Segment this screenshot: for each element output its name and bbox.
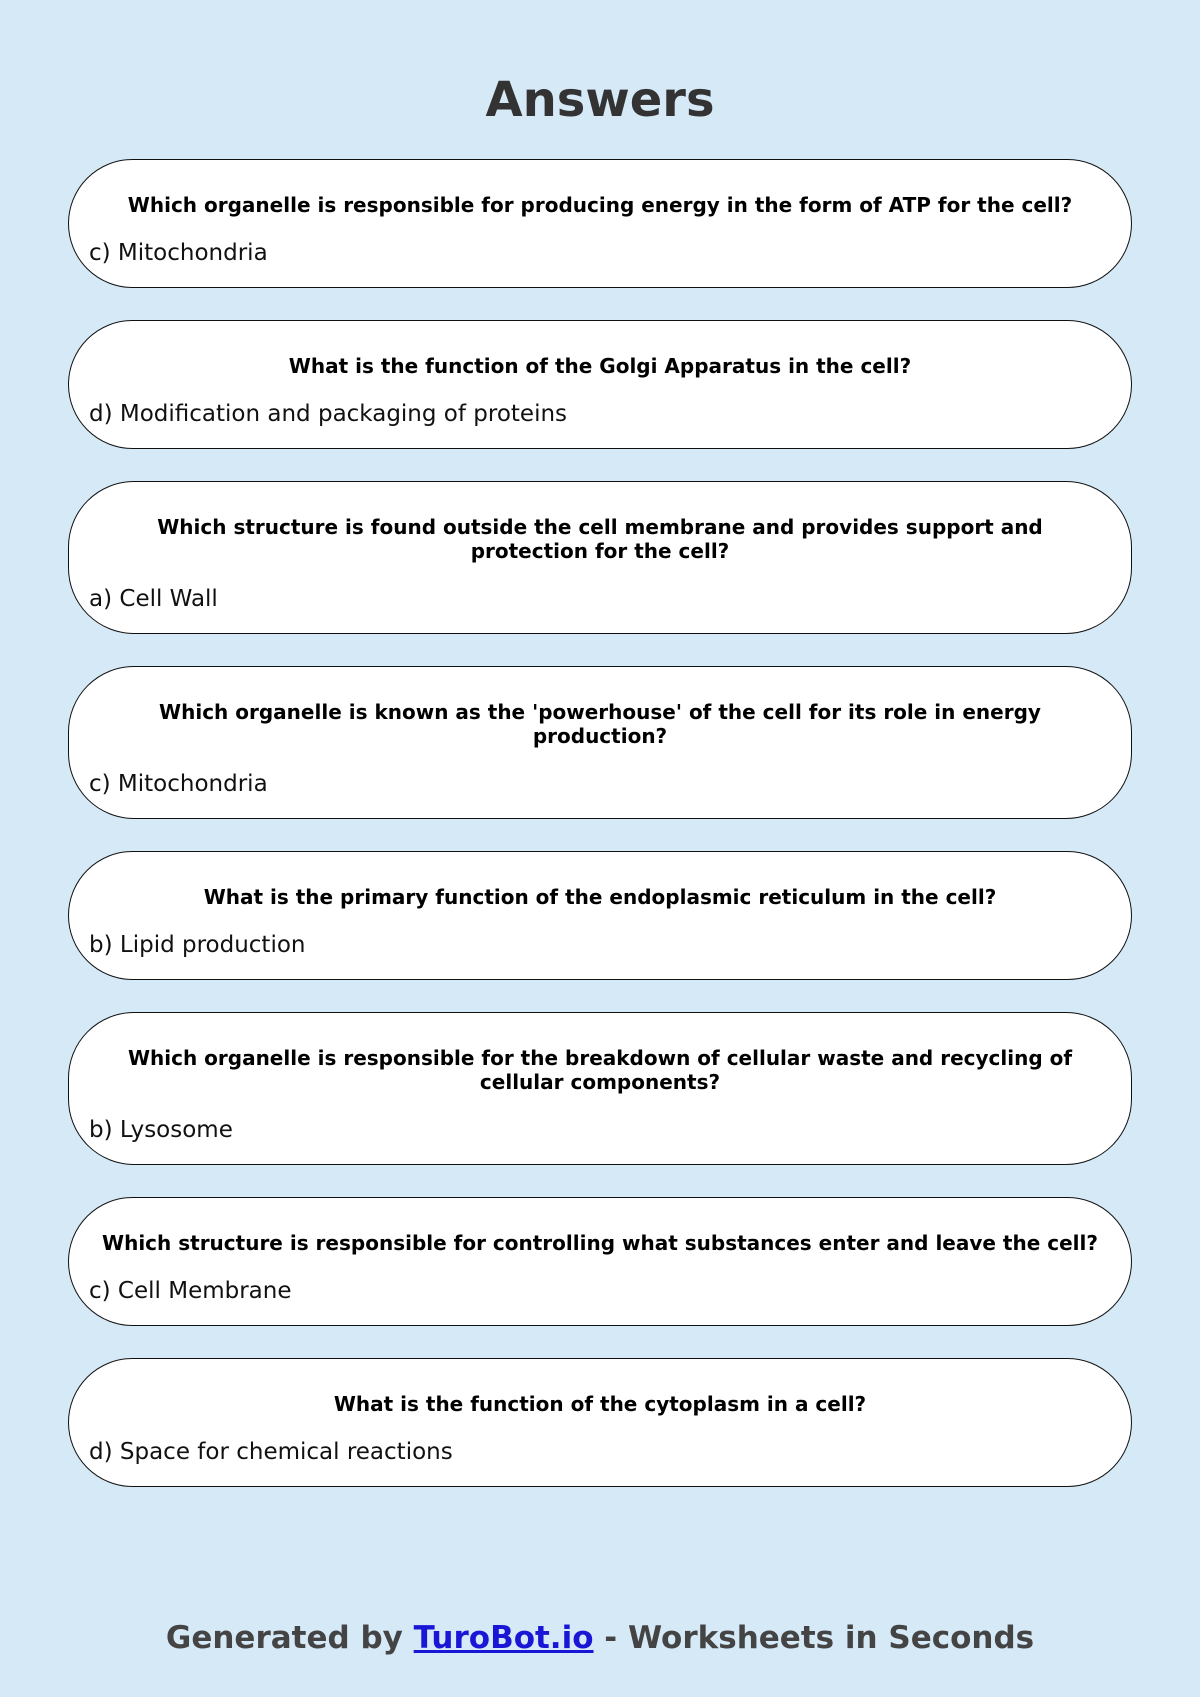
- question-text: What is the primary function of the endoplasmic reticulum in the cell?: [203, 885, 997, 909]
- answer-card: [68, 1358, 1132, 1487]
- answer-card: [68, 1012, 1132, 1165]
- answer-list: [68, 159, 1132, 1519]
- answer-text: b) Lysosome: [89, 1117, 233, 1143]
- answer-text: a) Cell Wall: [89, 586, 218, 612]
- turobot-link[interactable]: TuroBot.io: [413, 1620, 594, 1656]
- question-text: Which organelle is responsible for the breakdown of cellular waste and recycling of cellular components?: [127, 1046, 1073, 1094]
- footer-suffix: - Worksheets in Seconds: [593, 1620, 1035, 1656]
- answer-text: c) Cell Membrane: [89, 1278, 292, 1304]
- question-text: What is the function of the Golgi Apparatus in the cell?: [288, 354, 912, 378]
- page-title: Answers: [485, 72, 715, 128]
- answer-text: c) Mitochondria: [89, 771, 268, 797]
- question-text: Which organelle is known as the 'powerhouse' of the cell for its role in energy production?: [159, 700, 1041, 748]
- footer-prefix: Generated by: [165, 1620, 414, 1656]
- answer-card: [68, 851, 1132, 980]
- answer-text: b) Lipid production: [89, 932, 306, 958]
- footer-credit: [0, 1616, 1200, 1660]
- question-text: Which structure is responsible for controlling what substances enter and leave the cell?: [102, 1231, 1098, 1255]
- answer-card: [68, 159, 1132, 288]
- answer-card: [68, 666, 1132, 819]
- answer-card: [68, 481, 1132, 634]
- answer-card: [68, 1197, 1132, 1326]
- answer-text: d) Space for chemical reactions: [89, 1439, 453, 1465]
- question-text: Which structure is found outside the cell membrane and provides support and protection for the cell?: [157, 515, 1043, 563]
- question-text: Which organelle is responsible for producing energy in the form of ATP for the cell?: [127, 193, 1073, 217]
- answer-text: c) Mitochondria: [89, 240, 268, 266]
- answer-text: d) Modification and packaging of proteins: [89, 401, 568, 427]
- answer-card: [68, 320, 1132, 449]
- question-text: What is the function of the cytoplasm in a cell?: [333, 1392, 867, 1416]
